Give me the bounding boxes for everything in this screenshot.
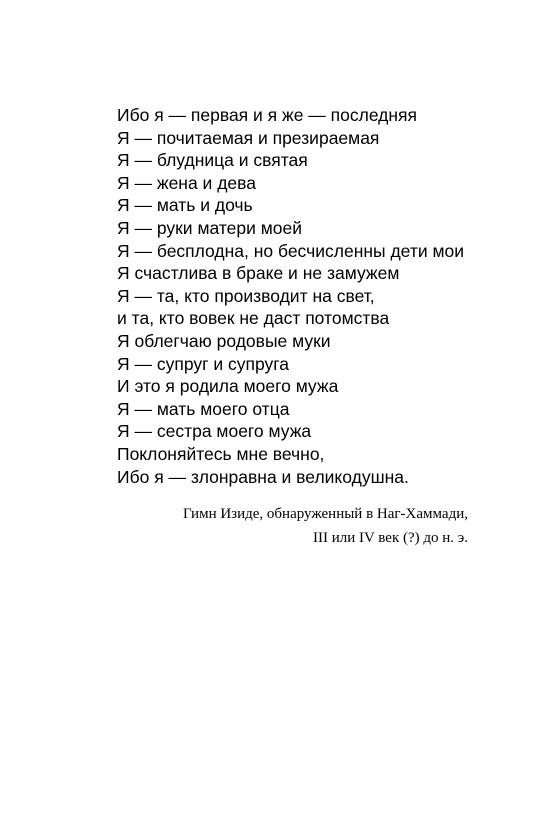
poem-line: Я — та, кто производит на свет, <box>117 285 375 306</box>
poem-line: Я — блудница и святая <box>117 150 308 171</box>
poem-line: Я — сестра моего мужа <box>117 421 312 442</box>
poem-line: Я — бесплодна, но бесчисленны дети мои <box>117 240 465 261</box>
poem-line: Я — руки матери моей <box>117 217 303 238</box>
poem-line: Я — мать моего отца <box>117 398 290 419</box>
poem-line: Я облегчаю родовые муки <box>117 330 331 351</box>
poem-line: И это я родила моего мужа <box>117 376 339 397</box>
poem-line: Я — мать и дочь <box>117 195 253 216</box>
poem-line: и та, кто вовек не даст потомства <box>117 308 390 329</box>
poem-line: Я — супруг и супруга <box>117 353 290 374</box>
attribution-date: III или IV век (?) до н. э. <box>312 530 468 546</box>
poem-line: Поклоняйтесь мне вечно, <box>117 443 325 464</box>
attribution-source: Гимн Изиде, обнаруженный в Наг-Хаммади, <box>182 506 468 522</box>
poem-line: Я — жена и дева <box>117 172 256 193</box>
epigraph-attribution <box>183 502 468 550</box>
poem-line: Ибо я — первая и я же — последняя <box>117 105 417 125</box>
poem-line: Ибо я — злонравна и великодушна. <box>117 466 409 487</box>
epigraph-poem <box>117 104 497 488</box>
poem-line: Я счастлива в браке и не замужем <box>117 263 400 284</box>
poem-line: Я — почитаемая и презираемая <box>117 127 380 148</box>
